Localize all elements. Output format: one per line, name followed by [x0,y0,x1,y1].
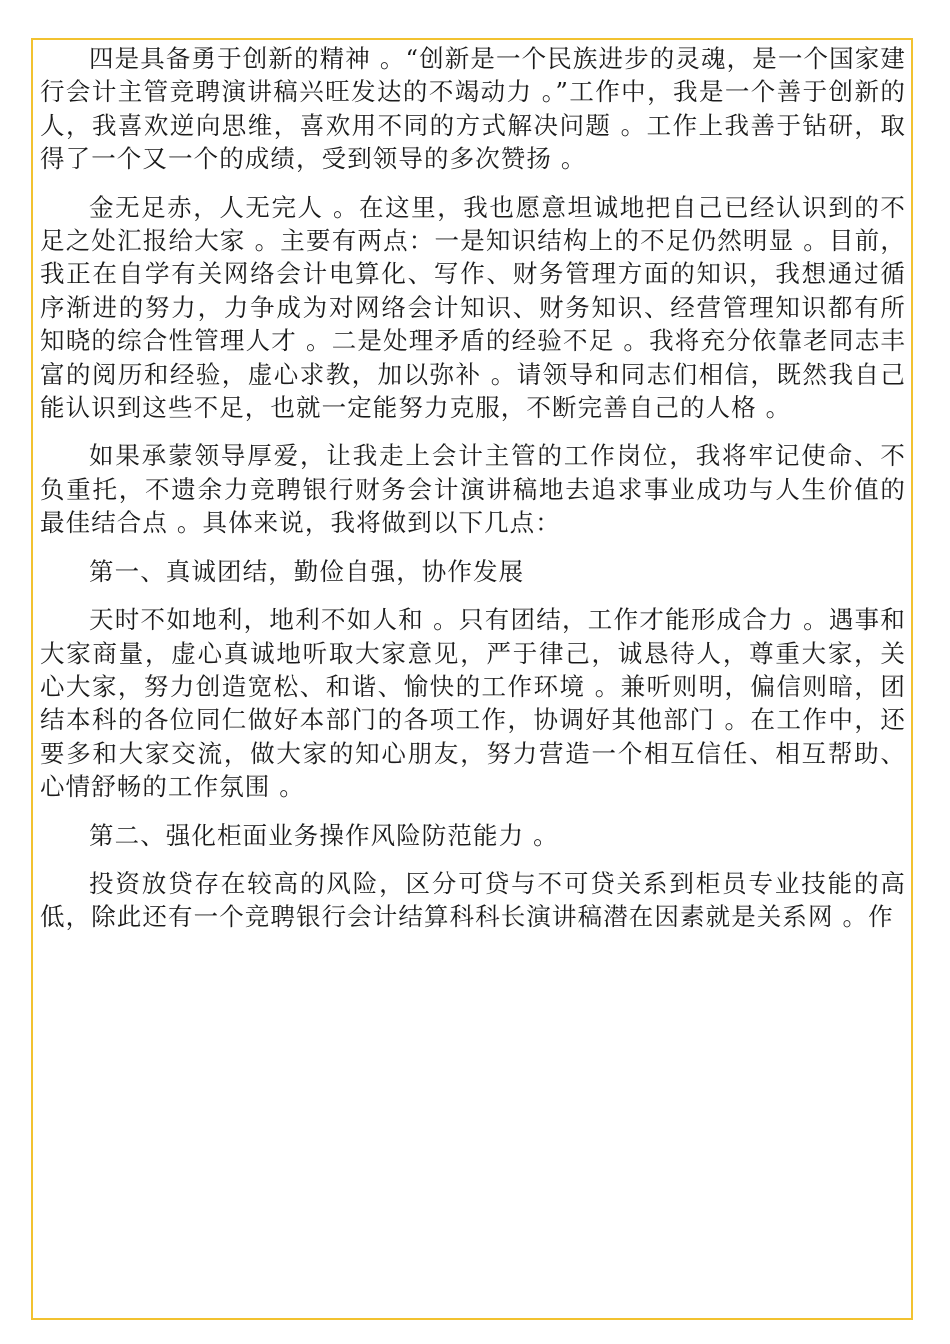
paragraph-commitment: 如果承蒙领导厚爱，让我走上会计主管的工作岗位，我将牢记使命、不负重托，不遗余力竞聘银行财务会计演讲稿地去追求事业成功与人生价值的最佳结合点 。具体来说，我将做到以下几点： [40,441,906,538]
paragraph-innovation: 四是具备勇于创新的精神 。“创新是一个民族进步的灵魂，是一个国家建行会计主管竞聘演讲稿兴旺发达的不竭动力 。”工作中，我是一个善于创新的人，我喜欢逆向思维，喜欢用不同的方式解决问题 。工作上我善于钻研，取得了一个又一个的成绩，受到领导的多次赞扬 。 [40,44,906,174]
paragraph-unity: 天时不如地利，地利不如人和 。只有团结，工作才能形成合力 。遇事和大家商量，虚心真诚地听取大家意见，严于律己，诚恳待人，尊重大家，关心大家，努力创造宽松、和谐、愉快的工作环境 。兼听则明，偏信则暗，团结本科的各位同仁做好本部门的各项工作，协调好其他部门 。在工作中，还要多和大家交流，做大家的知心朋友，努力营造一个相互信任、相互帮助、心情舒畅的工作氛围 。 [40,605,906,802]
paragraph-risk: 投资放贷存在较高的风险，区分可贷与不可贷关系到柜员专业技能的高低，除此还有一个竞聘银行会计结算科科长演讲稿潜在因素就是关系网 。作 [40,868,906,932]
heading-point-two: 第二、强化柜面业务操作风险防范能力 。 [89,820,559,850]
heading-point-one: 第一、真诚团结，勤俭自强，协作发展 [89,556,525,586]
paragraph-shortcomings: 金无足赤，人无完人 。在这里，我也愿意坦诚地把自己已经认识到的不足之处汇报给大家 。主要有两点：一是知识结构上的不足仍然明显 。目前，我正在自学有关网络会计电算化、写作、财务管理方面的知识，我想通过循序渐进的努力，力争成为对网络会计知识、财务知识、经营管理知识都有所知晓的综合性管理人才 。二是处理矛盾的经验不足 。我将充分依靠老同志丰富的阅历和经验，虚心求教，加以弥补 。请领导和同志们相信，既然我自己能认识到这些不足，也就一定能努力克服，不断完善自己的人格 。 [40,192,906,423]
document-body [40,42,906,934]
